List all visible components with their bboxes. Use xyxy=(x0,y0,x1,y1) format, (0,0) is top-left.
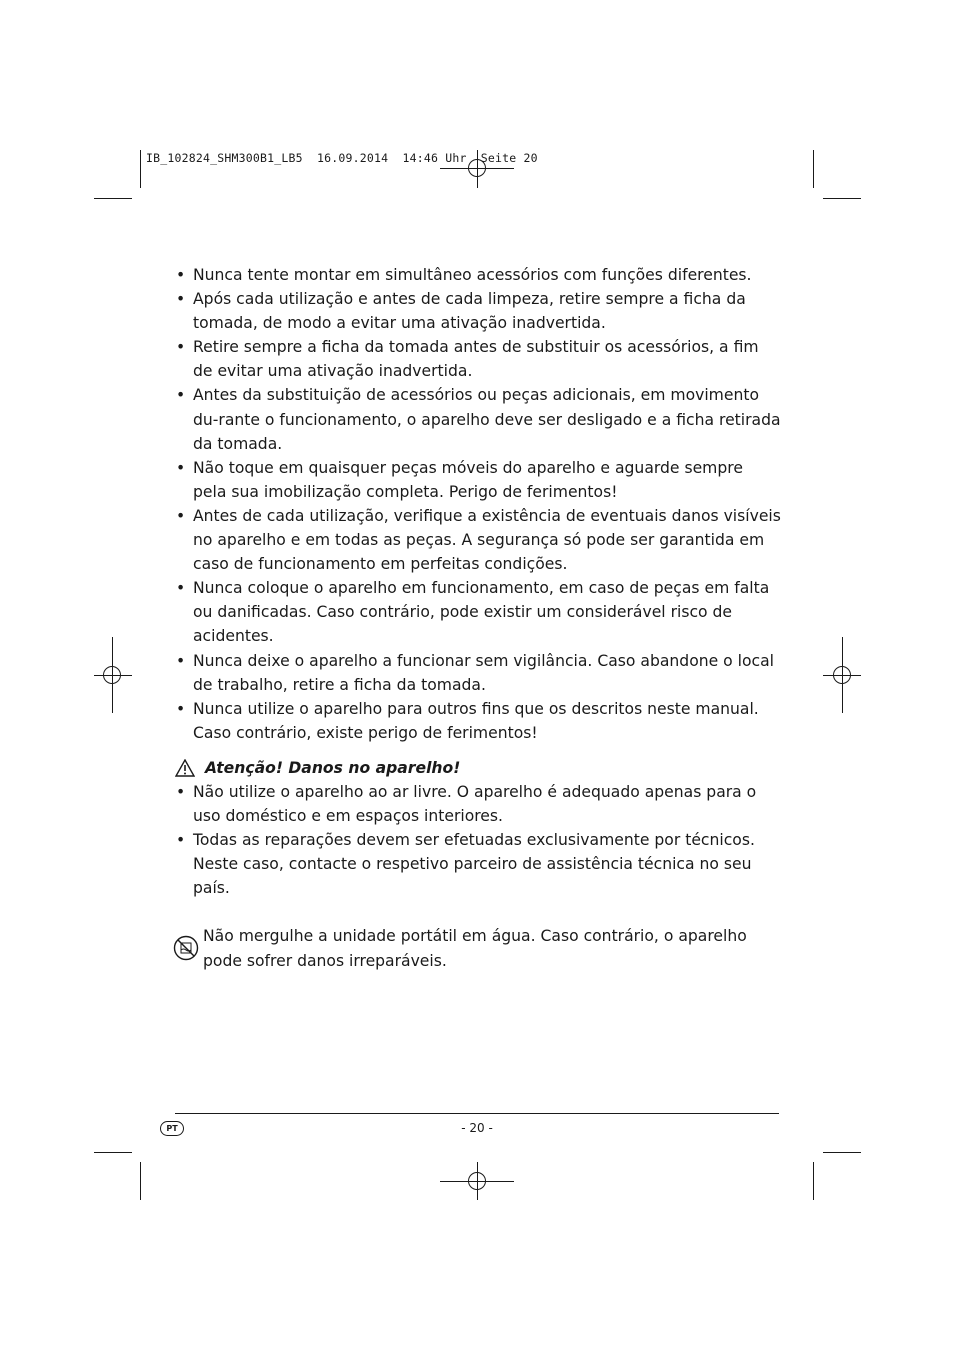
list-item: • Nunca tente montar em simultâneo acessórios com funções diferentes. xyxy=(175,263,781,287)
crop-mark-top-right-h xyxy=(823,198,861,199)
crop-mark-top-right-v xyxy=(813,150,814,188)
page-number: - 20 - xyxy=(461,1121,493,1135)
list-item: • Antes de cada utilização, verifique a existência de eventuais danos visíveis no aparelho e em todas as peças. A segurança só pode ser garantida em caso de funcionamento em perfeitas condições. xyxy=(175,504,781,576)
list-item: • Retire sempre a ficha da tomada antes de substituir os acessórios, a fim de evitar uma ativação inadvertida. xyxy=(175,335,781,383)
reg-mark-left-circle xyxy=(103,666,121,684)
warning-list xyxy=(175,780,781,900)
page-content xyxy=(175,263,781,973)
list-item: • Nunca utilize o aparelho para outros fins que os descritos neste manual. Caso contrário, existe perigo de ferimentos! xyxy=(175,697,781,745)
list-item: • Nunca coloque o aparelho em funcionamento, em caso de peças em falta ou danificadas. Caso contrário, pode existir um considerável risco de acidentes. xyxy=(175,576,781,648)
list-item: • Não utilize o aparelho ao ar livre. O aparelho é adequado apenas para o uso doméstico e em espaços interiores. xyxy=(175,780,781,828)
immersion-note xyxy=(175,924,781,972)
crop-mark-top-left-h xyxy=(94,198,132,199)
no-water-immersion-icon xyxy=(173,935,199,961)
crop-mark-top-left-v xyxy=(140,150,141,188)
list-item: • Nunca deixe o aparelho a funcionar sem vigilância. Caso abandone o local de trabalho, retire a ficha da tomada. xyxy=(175,649,781,697)
reg-mark-right-circle xyxy=(833,666,851,684)
list-item: • Todas as reparações devem ser efetuadas exclusivamente por técnicos. Neste caso, contacte o respetivo parceiro de assistência técnica no seu país. xyxy=(175,828,781,900)
crop-mark-bottom-right-h xyxy=(823,1152,861,1153)
note-text: Não mergulhe a unidade portátil em água. Caso contrário, o aparelho pode sofrer danos irreparáveis. xyxy=(203,927,747,970)
print-slug: IB_102824_SHM300B1_LB5 16.09.2014 14:46 Uhr Seite 20 xyxy=(146,151,538,165)
footer-divider xyxy=(175,1113,779,1114)
list-item: • Após cada utilização e antes de cada limpeza, retire sempre a ficha da tomada, de modo a evitar uma ativação inadvertida. xyxy=(175,287,781,335)
language-badge: PT xyxy=(160,1121,184,1136)
list-item: • Não toque em quaisquer peças móveis do aparelho e aguarde sempre pela sua imobilização completa. Perigo de ferimentos! xyxy=(175,456,781,504)
warning-title: Atenção! Danos no aparelho! xyxy=(205,758,461,777)
crop-mark-bottom-left-v xyxy=(140,1162,141,1200)
list-item: • Antes da substituição de acessórios ou peças adicionais, em movimento du-rante o funcionamento, o aparelho deve ser desligado e a ficha retirada da tomada. xyxy=(175,383,781,455)
crop-mark-bottom-right-v xyxy=(813,1162,814,1200)
safety-list xyxy=(175,263,781,745)
crop-mark-bottom-left-h xyxy=(94,1152,132,1153)
reg-mark-bottom-circle xyxy=(468,1172,486,1190)
warning-heading xyxy=(175,756,781,780)
warning-triangle-icon xyxy=(175,759,195,777)
